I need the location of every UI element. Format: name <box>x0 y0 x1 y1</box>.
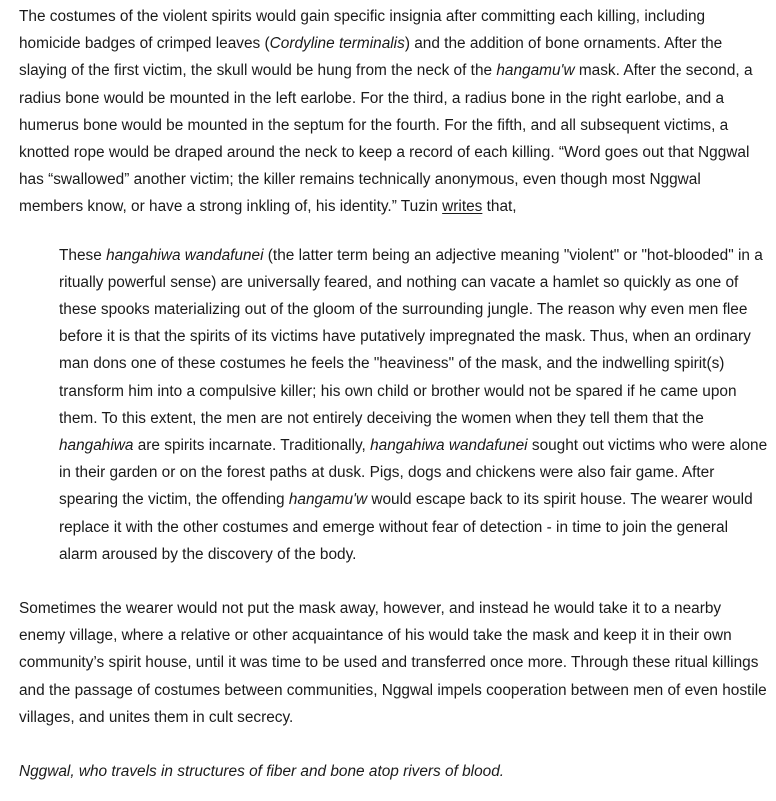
species-name: Cordyline terminalis <box>269 35 405 53</box>
closing-line <box>0 758 776 785</box>
writes-link[interactable]: writes <box>442 198 483 216</box>
paragraph-text: that, <box>482 198 517 216</box>
spacer <box>0 731 776 758</box>
mask-term: hangamu'w <box>496 62 575 80</box>
tuzin-blockquote <box>0 242 776 568</box>
paragraph-text: ) and the addition of bone ornaments. After the slaying of the first victim, the skull would be hung from the neck of the <box>19 35 723 80</box>
quote-text: would escape back to its spirit house. The wearer would replace it with the other costumes and emerge without fear of detection - in time to join the general alarm aroused by the discovery of the body. <box>59 491 753 563</box>
paragraph-text: The costumes of the violent spirits would gain specific insignia after committing each killing, including homicide badges of crimped leaves ( <box>19 8 706 53</box>
spacer <box>0 568 776 595</box>
spirit-term: hangahiwa wandafunei <box>370 437 528 455</box>
quote-text: (the latter term being an adjective meaning "violent" or "hot-blooded" in a ritually powerful sense) are universally feared, and nothing can vacate a hamlet so quickly as one of these spooks materializing out of the gloom of the surrounding jungle. The reason why even men flee before it is that the spirits of its victims have putatively impregnated the mask. Thus, when an ordinary man dons one of these costumes he feels the "heaviness" of the mask, and the indwelling spirit(s) transform him into a compulsive killer; his own child or brother would not be spared if he came upon them. To this extent, the men are not entirely deceiving the women when they tell them that the <box>59 246 763 427</box>
paragraph-text: mask. After the second, a radius bone would be mounted in the left earlobe. For the third, a radius bone in the right earlobe, and a humerus bone would be mounted in the septum for the fourth. For the fifth, and all subsequent victims, a knotted rope would be draped around the neck to keep a record of each killing. “Word goes out that Nggwal has “swallowed” another victim; the killer remains technically anonymous, even though most Nggwal members know, or have a strong inkling of, his identity.” Tuzin <box>19 62 753 216</box>
spirit-term: hangahiwa <box>59 437 134 455</box>
quote-text: sought out victims who were alone in their garden or on the forest paths at dusk. Pigs, dogs and chickens were also fair game. After spearing the victim, the offending <box>59 437 768 509</box>
paragraph-costume-insignia <box>0 3 776 221</box>
closing-text: Nggwal, who travels in structures of fiber and bone atop rivers of blood. <box>19 763 505 781</box>
quote-text: are spirits incarnate. Traditionally, <box>133 437 371 455</box>
mask-term: hangamu'w <box>288 491 368 509</box>
quote-text: These <box>59 246 107 264</box>
paragraph-mask-transfer: Sometimes the wearer would not put the mask away, however, and instead he would take it to a nearby enemy village, where a relative or other acquaintance of his would take the mask and keep it in their own community’s spirit house, until it was time to be used and transferred once more. Through these ritual killings and the passage of costumes between communities, Nggwal impels cooperation between men of even hostile villages, and unites them in cult secrecy. <box>19 600 767 726</box>
spacer <box>0 221 776 242</box>
spirit-term: hangahiwa wandafunei <box>106 246 264 264</box>
